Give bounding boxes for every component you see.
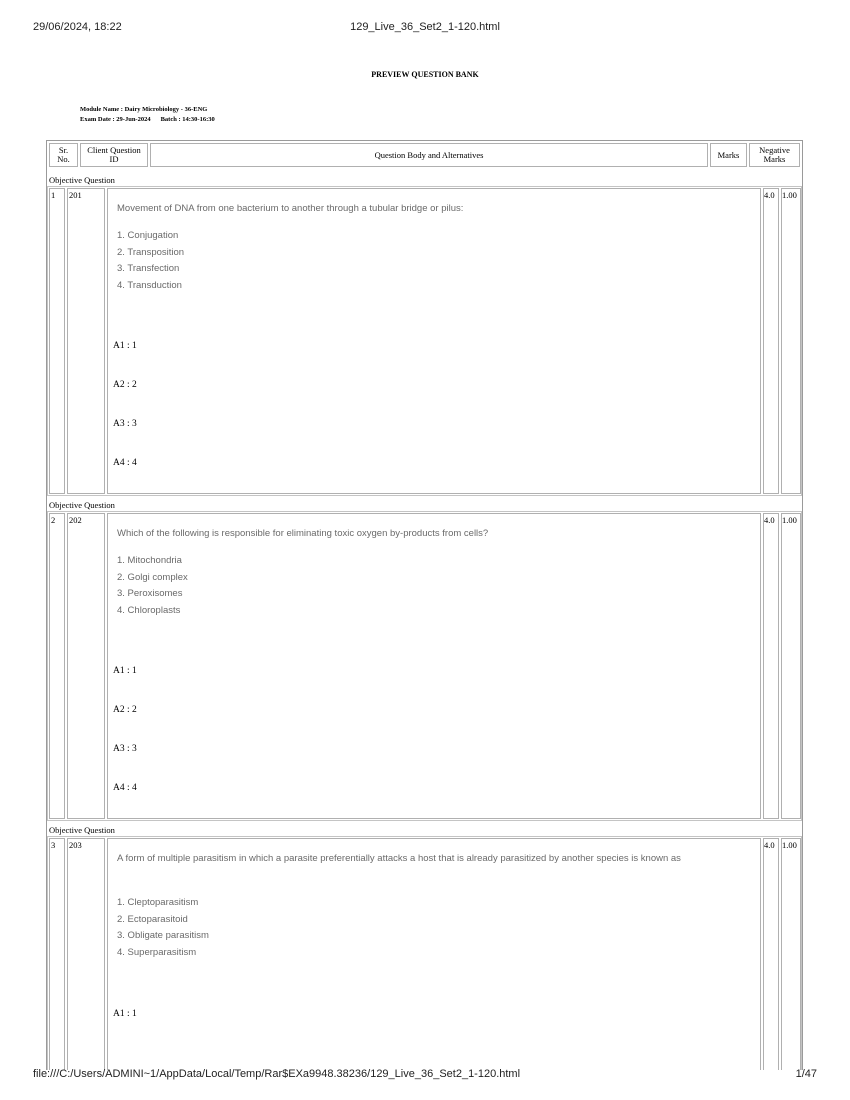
header-negative-marks: Negative Marks xyxy=(749,143,800,167)
header-client-question-id: Client Question ID xyxy=(80,143,148,167)
page-title: PREVIEW QUESTION BANK xyxy=(371,70,479,79)
option: 2. Golgi complex xyxy=(117,571,188,583)
option: 3. Obligate parasitism xyxy=(117,930,209,942)
options-list xyxy=(117,895,209,962)
section-label: Objective Question xyxy=(49,825,115,835)
id-cell xyxy=(67,188,105,494)
option: 2. Ectoparasitoid xyxy=(117,913,188,925)
neg-marks-cell xyxy=(781,838,801,1070)
option: 2. Transposition xyxy=(117,246,185,258)
question-text: A form of multiple parasitism in which a parasite preferentially attacks a host that is already parasitized by another species is known as xyxy=(117,853,681,864)
sr-cell xyxy=(49,188,65,494)
question-text: Which of the following is responsible for eliminating toxic oxygen by-products from cells? xyxy=(117,528,489,539)
batch: Batch : 14:30-16:30 xyxy=(160,116,215,123)
id-cell xyxy=(67,838,105,1070)
option: 3. Transfection xyxy=(117,263,180,275)
section-label: Objective Question xyxy=(49,175,115,185)
answer-option: A2 : 2 xyxy=(113,380,137,390)
option: 1. Cleptoparasitism xyxy=(117,897,199,908)
answer-option: A1 : 1 xyxy=(113,341,137,351)
marks-cell xyxy=(763,188,779,494)
answer-option: A3 : 3 xyxy=(113,419,137,429)
client-question-id: 201 xyxy=(69,190,82,200)
neg-marks-cell xyxy=(781,188,801,494)
question-text: Movement of DNA from one bacterium to another through a tubular bridge or pilus: xyxy=(117,203,464,214)
sr-number: 1 xyxy=(51,190,56,200)
print-datetime: 29/06/2024, 18:22 xyxy=(33,21,122,33)
module-name: Module Name : Dairy Microbiology - 36-ENG xyxy=(80,106,208,113)
options-list xyxy=(117,553,188,620)
print-file-title: 129_Live_36_Set2_1-120.html xyxy=(350,21,500,33)
neg-marks-cell xyxy=(781,513,801,819)
exam-date: Exam Date : 29-Jun-2024 xyxy=(80,116,151,123)
header-question-body: Question Body and Alternatives xyxy=(150,143,708,167)
client-question-id: 203 xyxy=(69,840,82,850)
header-marks: Marks xyxy=(710,143,747,167)
marks-value: 4.0 xyxy=(764,840,775,850)
header-sr-no: Sr. No. xyxy=(49,143,78,167)
answer-option: A1 : 1 xyxy=(113,666,137,676)
sr-number: 2 xyxy=(51,515,56,525)
marks-value: 4.0 xyxy=(764,515,775,525)
answer-option: A3 : 3 xyxy=(113,744,137,754)
option: 1. Mitochondria xyxy=(117,555,182,566)
answer-option: A4 : 4 xyxy=(113,458,137,468)
print-file-path: file:///C:/Users/ADMINI~1/AppData/Local/Temp/Rar$EXa9948.38236/129_Live_36_Set2_1-120.html xyxy=(33,1068,521,1080)
answer-option: A4 : 4 xyxy=(113,783,137,793)
section-label: Objective Question xyxy=(49,500,115,510)
option: 4. Transduction xyxy=(117,280,182,292)
marks-cell xyxy=(763,838,779,1070)
options-list xyxy=(117,228,184,295)
negative-marks-value: 1.00 xyxy=(782,515,797,525)
sr-cell xyxy=(49,513,65,819)
marks-cell xyxy=(763,513,779,819)
exam-meta xyxy=(80,116,215,123)
body-cell xyxy=(107,188,761,494)
option: 3. Peroxisomes xyxy=(117,588,183,600)
option: 4. Superparasitism xyxy=(117,947,197,959)
client-question-id: 202 xyxy=(69,515,82,525)
page-indicator: 1/47 xyxy=(795,1068,817,1080)
option: 4. Chloroplasts xyxy=(117,605,181,617)
body-cell xyxy=(107,513,761,819)
answer-option: A2 : 2 xyxy=(113,705,137,715)
answer-option: A1 : 1 xyxy=(113,1009,137,1019)
option: 1. Conjugation xyxy=(117,230,179,241)
id-cell xyxy=(67,513,105,819)
negative-marks-value: 1.00 xyxy=(782,190,797,200)
negative-marks-value: 1.00 xyxy=(782,840,797,850)
sr-number: 3 xyxy=(51,840,56,850)
marks-value: 4.0 xyxy=(764,190,775,200)
sr-cell xyxy=(49,838,65,1070)
